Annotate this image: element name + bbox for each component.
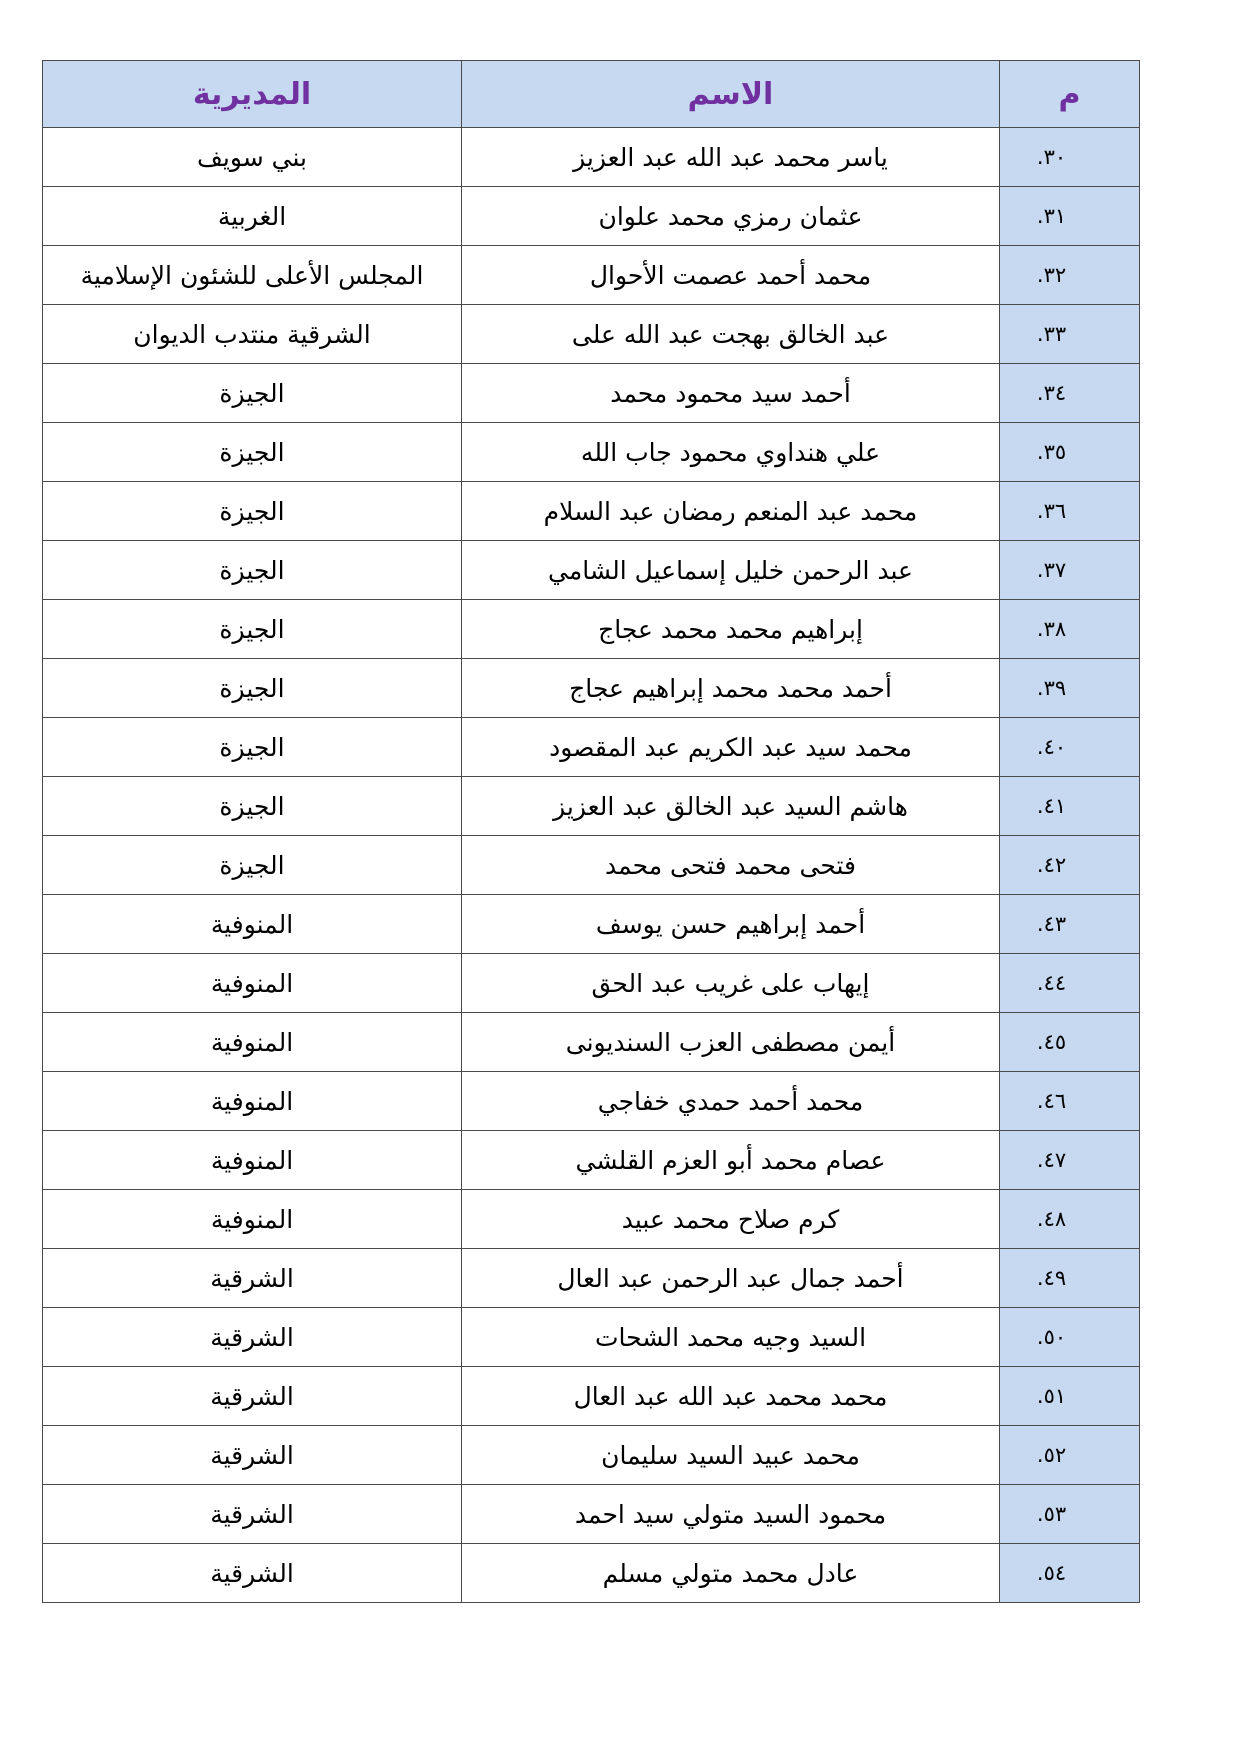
row-number-cell (1000, 1072, 1140, 1131)
row-number-cell (1000, 482, 1140, 541)
row-name: عثمان رمزي محمد علوان (462, 187, 1000, 246)
row-number: ٤٤. (1036, 971, 1067, 995)
table-row (43, 1308, 1140, 1367)
row-number: ٣٢. (1036, 263, 1067, 287)
table-row (43, 305, 1140, 364)
table-row (43, 659, 1140, 718)
row-directorate: المنوفية (43, 1131, 462, 1190)
row-number-cell (1000, 1308, 1140, 1367)
row-number: ٤٩. (1036, 1266, 1067, 1290)
table-row (43, 1544, 1140, 1603)
row-directorate: الشرقية منتدب الديوان (43, 305, 462, 364)
row-number-cell (1000, 895, 1140, 954)
table-row (43, 187, 1140, 246)
row-name: كرم صلاح محمد عبيد (462, 1190, 1000, 1249)
header-num: م (1000, 61, 1140, 128)
table-row (43, 836, 1140, 895)
row-number-cell (1000, 1544, 1140, 1603)
row-number: ٤٠. (1036, 735, 1067, 759)
row-number-cell (1000, 777, 1140, 836)
row-directorate: المنوفية (43, 1190, 462, 1249)
table-row (43, 895, 1140, 954)
row-name: أحمد جمال عبد الرحمن عبد العال (462, 1249, 1000, 1308)
row-number-cell (1000, 305, 1140, 364)
row-name: إبراهيم محمد محمد عجاج (462, 600, 1000, 659)
row-name: عادل محمد متولي مسلم (462, 1544, 1000, 1603)
row-name: محمد عبد المنعم رمضان عبد السلام (462, 482, 1000, 541)
row-number: ٥٢. (1036, 1443, 1067, 1467)
row-number-cell (1000, 954, 1140, 1013)
employees-table (42, 60, 1140, 1603)
row-directorate: المنوفية (43, 954, 462, 1013)
table-row (43, 1013, 1140, 1072)
row-name: أحمد إبراهيم حسن يوسف (462, 895, 1000, 954)
table-row (43, 954, 1140, 1013)
row-directorate: الشرقية (43, 1485, 462, 1544)
row-number: ٣٤. (1036, 381, 1067, 405)
row-directorate: الشرقية (43, 1544, 462, 1603)
row-directorate: الشرقية (43, 1249, 462, 1308)
row-name: محمد أحمد حمدي خفاجي (462, 1072, 1000, 1131)
row-number: ٣٥. (1036, 440, 1067, 464)
row-number-cell (1000, 423, 1140, 482)
row-name: إيهاب على غريب عبد الحق (462, 954, 1000, 1013)
row-number: ٣١. (1036, 204, 1067, 228)
row-name: محمد سيد عبد الكريم عبد المقصود (462, 718, 1000, 777)
row-directorate: الجيزة (43, 600, 462, 659)
table-row (43, 1131, 1140, 1190)
row-directorate: الجيزة (43, 659, 462, 718)
row-directorate: الجيزة (43, 482, 462, 541)
row-directorate: بني سويف (43, 128, 462, 187)
row-directorate: الغربية (43, 187, 462, 246)
row-number: ٤١. (1036, 794, 1067, 818)
row-directorate: الشرقية (43, 1308, 462, 1367)
row-directorate: الجيزة (43, 541, 462, 600)
row-name: هاشم السيد عبد الخالق عبد العزيز (462, 777, 1000, 836)
row-number-cell (1000, 1249, 1140, 1308)
row-directorate: المنوفية (43, 1072, 462, 1131)
row-directorate: المجلس الأعلى للشئون الإسلامية (43, 246, 462, 305)
row-directorate: الجيزة (43, 718, 462, 777)
row-number: ٣٦. (1036, 499, 1067, 523)
row-number-cell (1000, 836, 1140, 895)
table-row (43, 1485, 1140, 1544)
table-row (43, 1367, 1140, 1426)
row-name: محمد أحمد عصمت الأحوال (462, 246, 1000, 305)
row-name: السيد وجيه محمد الشحات (462, 1308, 1000, 1367)
row-name: محمود السيد متولي سيد احمد (462, 1485, 1000, 1544)
table-row (43, 1426, 1140, 1485)
row-number: ٤٥. (1036, 1030, 1067, 1054)
table-row (43, 364, 1140, 423)
row-directorate: الشرقية (43, 1426, 462, 1485)
row-name: أحمد سيد محمود محمد (462, 364, 1000, 423)
row-directorate: الجيزة (43, 364, 462, 423)
row-number-cell (1000, 364, 1140, 423)
row-number: ٣٨. (1036, 617, 1067, 641)
row-name: فتحى محمد فتحى محمد (462, 836, 1000, 895)
table-row (43, 541, 1140, 600)
row-number-cell (1000, 541, 1140, 600)
table-row (43, 423, 1140, 482)
table-row (43, 777, 1140, 836)
row-name: علي هنداوي محمود جاب الله (462, 423, 1000, 482)
row-name: عبد الخالق بهجت عبد الله على (462, 305, 1000, 364)
row-number: ٣٧. (1036, 558, 1067, 582)
row-number: ٣٣. (1036, 322, 1067, 346)
row-directorate: الجيزة (43, 836, 462, 895)
row-directorate: المنوفية (43, 1013, 462, 1072)
table-body (43, 128, 1140, 1603)
row-number-cell (1000, 600, 1140, 659)
row-number-cell (1000, 1190, 1140, 1249)
table-row (43, 1249, 1140, 1308)
row-number-cell (1000, 1426, 1140, 1485)
row-number: ٥٣. (1036, 1502, 1067, 1526)
row-number: ٤٨. (1036, 1207, 1067, 1231)
row-number: ٥٤. (1036, 1561, 1067, 1585)
row-number-cell (1000, 1367, 1140, 1426)
row-directorate: الجيزة (43, 423, 462, 482)
row-directorate: الجيزة (43, 777, 462, 836)
header-row (43, 61, 1140, 128)
row-number-cell (1000, 659, 1140, 718)
row-name: ياسر محمد عبد الله عبد العزيز (462, 128, 1000, 187)
row-number-cell (1000, 187, 1140, 246)
row-number-cell (1000, 246, 1140, 305)
row-number-cell (1000, 1131, 1140, 1190)
row-number-cell (1000, 718, 1140, 777)
row-name: عصام محمد أبو العزم القلشي (462, 1131, 1000, 1190)
table-row (43, 1072, 1140, 1131)
row-name: أحمد محمد محمد إبراهيم عجاج (462, 659, 1000, 718)
row-number-cell (1000, 1013, 1140, 1072)
row-directorate: الشرقية (43, 1367, 462, 1426)
row-name: عبد الرحمن خليل إسماعيل الشامي (462, 541, 1000, 600)
row-name: أيمن مصطفى العزب السنديونى (462, 1013, 1000, 1072)
row-number: ٥١. (1036, 1384, 1067, 1408)
row-number: ٣٠. (1036, 145, 1067, 169)
table-row (43, 246, 1140, 305)
table-row (43, 600, 1140, 659)
row-number-cell (1000, 1485, 1140, 1544)
table-row (43, 718, 1140, 777)
row-number-cell (1000, 128, 1140, 187)
table-row (43, 1190, 1140, 1249)
row-number: ٤٣. (1036, 912, 1067, 936)
row-number: ٤٦. (1036, 1089, 1067, 1113)
header-directorate: المديرية (43, 61, 462, 128)
row-number: ٤٧. (1036, 1148, 1067, 1172)
table-row (43, 482, 1140, 541)
row-name: محمد عبيد السيد سليمان (462, 1426, 1000, 1485)
header-name: الاسم (462, 61, 1000, 128)
row-directorate: المنوفية (43, 895, 462, 954)
row-number: ٣٩. (1036, 676, 1067, 700)
row-number: ٥٠. (1036, 1325, 1067, 1349)
row-name: محمد محمد عبد الله عبد العال (462, 1367, 1000, 1426)
table-row (43, 128, 1140, 187)
row-number: ٤٢. (1036, 853, 1067, 877)
